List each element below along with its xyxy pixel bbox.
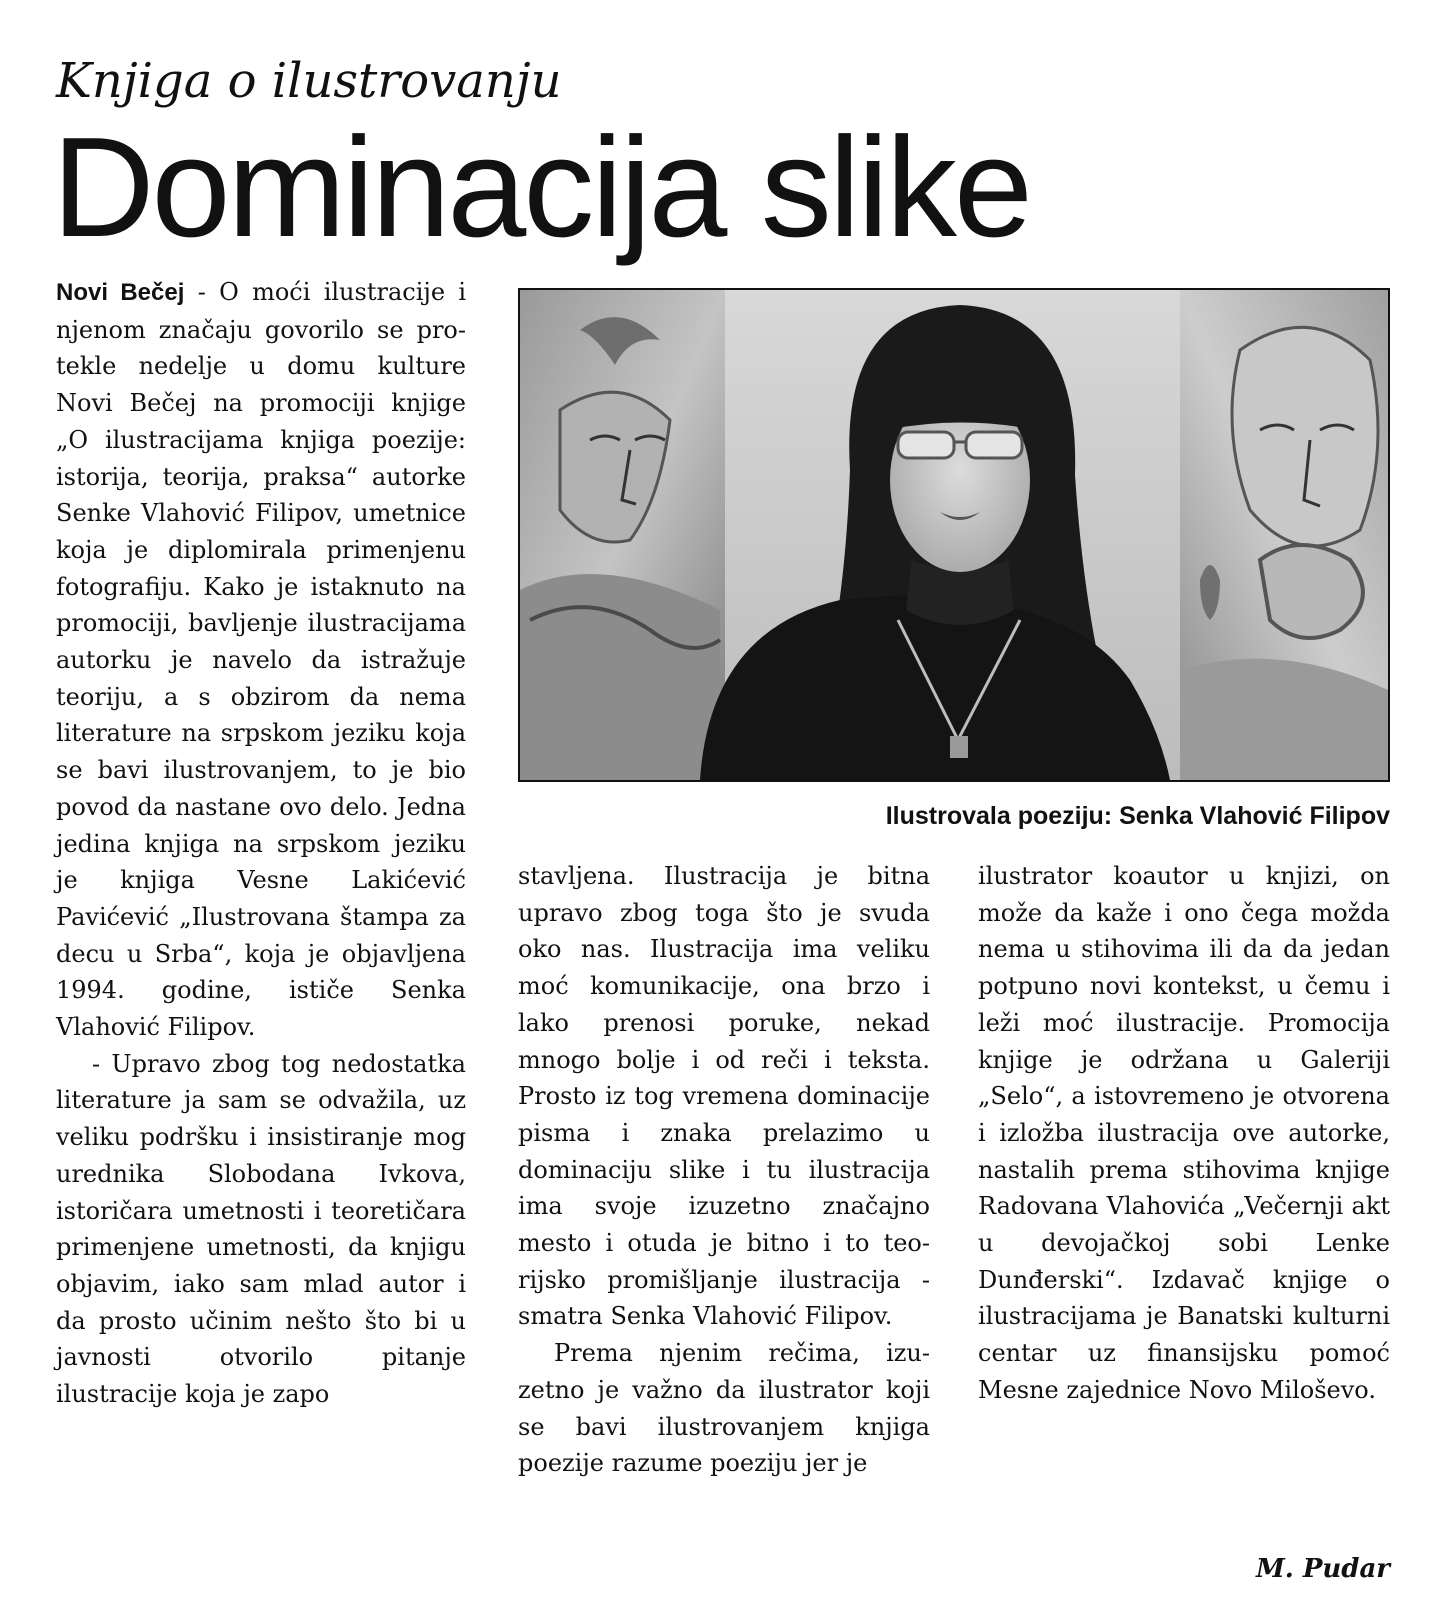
article-dateline: Novi Bečej (56, 279, 185, 306)
article-paragraph: stavljena. Ilustracija je bitna upravo zbog toga što je svuda oko nas. Ilustracija ima veliku moć komunikacije, ona brzo i lako prenosi poruke, nekad mnogo bolje i od reči i teksta. Prosto iz tog vremena dominacije pisma i znaka prelazimo u dominaciju slike i tu ilustracija ima svoje izuzetno značajno mesto i otuda je bitno i to teorijsko promišljanje ilustracija - smatra Senka Vlahović Filipov. (518, 862, 930, 1331)
article-paragraph: ilustrator koautor u knjizi, on može da kaže i ono čega možda nema u stihovima ili da da jedan potpuno novi kontekst, u čemu i leži moć ilustracije. Promocija knjige je održana u Galeriji „Selo“, a istovremeno je otvorena i izložba ilustracija ove autorke, nastalih prema stihovima knjige Radovana Vlahovića „Večernji akt u devojačkoj sobi Lenke Dunđerski“. Izdavač knjige o ilustracijama je Banatski kulturni centar uz finansijsku pomoć Mesne zajednice Novo Miloševo. (978, 862, 1390, 1404)
article-kicker: Knjiga o ilustrovanju (56, 53, 562, 109)
article-paragraph (56, 274, 466, 1046)
article-paragraph: Prema njenim rečima, izuzetno je važno da ilustrator koji se bavi ilustrovanjem knjiga poezije razume poeziju jer je (518, 1339, 930, 1478)
article-column-2 (518, 858, 930, 1482)
article-byline: M. Pudar (1255, 1554, 1390, 1584)
article-headline: Dominacija slike (52, 108, 1030, 267)
article-paragraph-text: - O moći ilustracije i njenom značaju govorilo se protekle nedelje u domu kulture Novi Bečej na promociji knjige „O ilustracijama knjiga poezije: istorija, teorija, praksa“ autorke Senke Vlahović Filipov, umetnice koja je diplomirala primenjenu fotografiju. Kako je istaknuto na promociji, bavljenje ilustracijama autorku je navelo da istražuje teoriju, a s obzirom da nema literature na srpskom jeziku koja se bavi ilustrovanjem, to je bio povod da nastane ovo delo. Jedna jedina knjiga na srpskom jeziku je knjiga Vesne Lakićević Pavićević „Ilustrovana štampa za decu u Srba“, koja je objavljena 1994. godine, ističe Senka Vlahović Filipov. (56, 278, 466, 1042)
article-column-3 (978, 858, 1390, 1409)
article-column-1 (56, 274, 466, 1413)
article-photo (518, 288, 1390, 782)
photo-caption: Ilustrovala poeziju: Senka Vlahović Filipov (885, 802, 1390, 830)
article-paragraph: - Upravo zbog tog nedostatka literature ja sam se odvažila, uz veliku podršku i insistiranje mog urednika Slobodana Ivkova, istoričara umetnosti i teoretičara primenjene umetnosti, da knjigu objavim, iako sam mlad autor i da prosto učinim nešto što bi u javnosti otvorilo pitanje ilustracije koja je zapo (56, 1049, 466, 1409)
